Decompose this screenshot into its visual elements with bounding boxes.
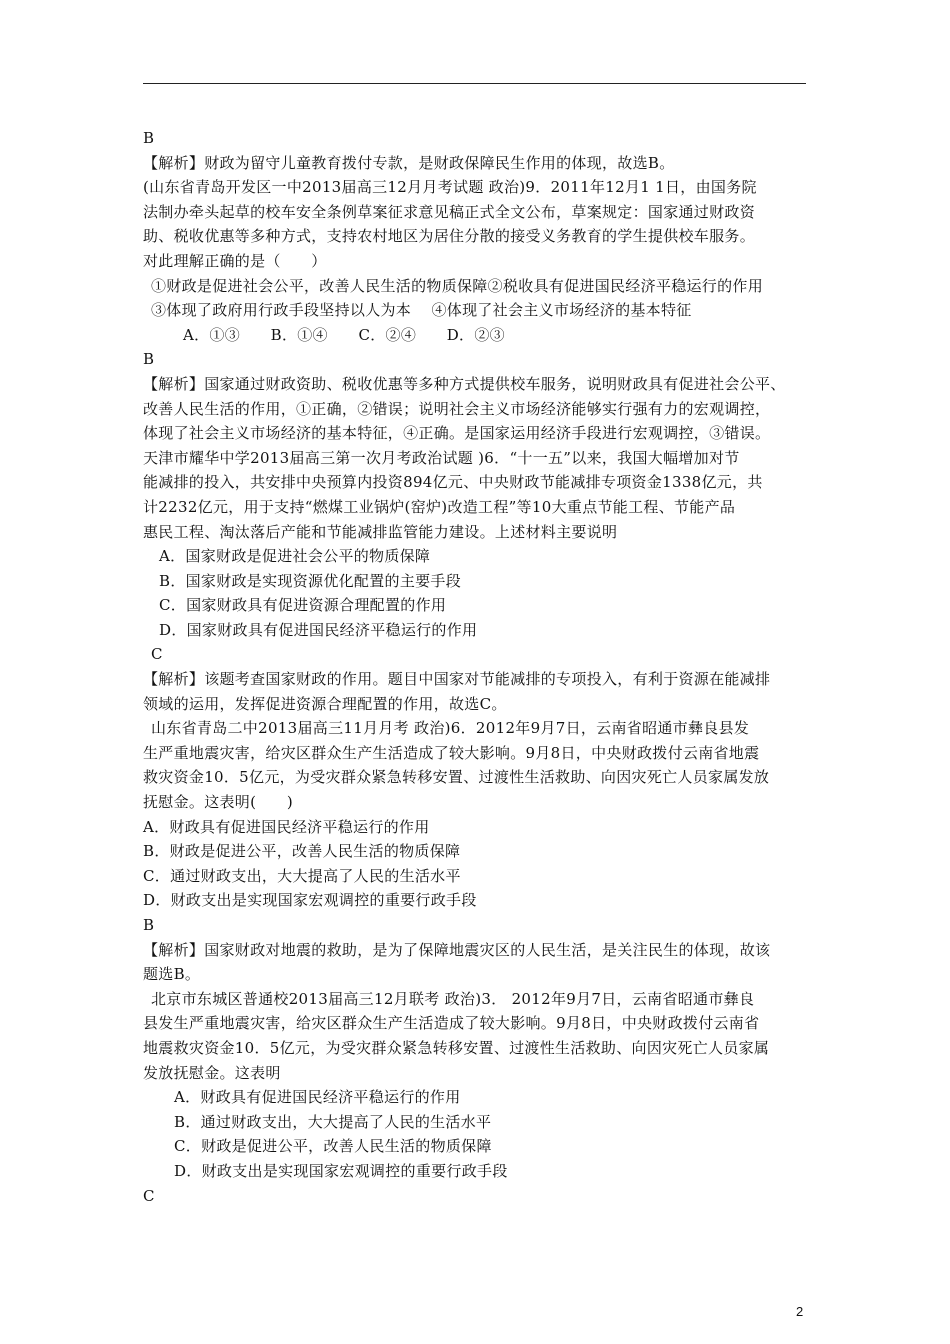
- answer-line: B: [143, 350, 155, 369]
- document-body: [143, 126, 823, 1208]
- question-line: 对此理解正确的是（ ）: [143, 251, 327, 270]
- option-a: A．国家财政是促进社会公平的物质保障: [159, 547, 431, 566]
- question-line: 生严重地震灾害，给灾区群众生产生活造成了较大影响。9月8日，中央财政拨付云南省地震: [143, 743, 760, 762]
- option-a: A．财政具有促进国民经济平稳运行的作用: [143, 817, 430, 836]
- question-line: 惠民工程、淘汰落后产能和节能减排监管能力建设。上述材料主要说明: [143, 522, 618, 541]
- question-line: (山东省青岛开发区一中2013届高三12月月考试题 政治)9．2011年12月1 1日，由国务院: [143, 178, 757, 197]
- answer-line: C: [151, 645, 163, 664]
- option-b: B．通过财政支出，大大提高了人民的生活水平: [174, 1112, 492, 1131]
- question-line: 能减排的投入，共安排中央预算内投资894亿元、中央财政节能减排专项资金1338亿元，共: [143, 473, 763, 492]
- answer-line: B: [143, 129, 155, 147]
- options-line: A．①③ B．①④ C．②④ D．②③: [183, 325, 505, 344]
- analysis-line: 【解析】国家通过财政资助、税收优惠等多种方式提供校车服务，说明财政具有促进社会公平、: [143, 374, 786, 393]
- analysis-line: 改善人民生活的作用，①正确，②错误；说明社会主义市场经济能够实行强有力的宏观调控，: [143, 399, 771, 418]
- option-b: B．财政是促进公平，改善人民生活的物质保障: [143, 842, 461, 861]
- option-c: C．通过财政支出，大大提高了人民的生活水平: [143, 866, 461, 885]
- analysis-line: 【解析】该题考查国家财政的作用。题目中国家对节能减排的专项投入，有利于资源在能减排: [143, 670, 771, 689]
- question-line: 计2232亿元，用于支持“燃煤工业锅炉(窑炉)改造工程”等10大重点节能工程、节能产品: [143, 497, 736, 516]
- question-line: 山东省青岛二中2013届高三11月月考 政治)6．2012年9月7日，云南省昭通市彝良县发: [151, 719, 750, 738]
- question-line: 助、税收优惠等多种方式，支持农村地区为居住分散的接受义务教育的学生提供校车服务。: [143, 227, 756, 246]
- option-b: B．国家财政是实现资源优化配置的主要手段: [159, 571, 462, 590]
- page-number: 2: [796, 1304, 804, 1319]
- analysis-line: 【解析】国家财政对地震的救助，是为了保障地震灾区的人民生活，是关注民生的体现，故该: [143, 940, 771, 959]
- analysis-line: 【解析】财政为留守儿童教育拨付专款，是财政保障民生作用的体现，故选B。: [143, 153, 675, 172]
- statement-line: ①财政是促进社会公平，改善人民生活的物质保障②税收具有促进国民经济平稳运行的作用: [151, 276, 764, 295]
- question-line: 天津市耀华中学2013届高三第一次月考政治试题 )6．“十一五”以来，我国大幅增加对节: [143, 448, 740, 467]
- question-line: 北京市东城区普通校2013届高三12月联考 政治)3． 2012年9月7日，云南省昭通市彝良: [151, 989, 755, 1008]
- option-d: D．财政支出是实现国家宏观调控的重要行政手段: [143, 891, 477, 910]
- question-line: 法制办牵头起草的校车安全条例草案征求意见稿正式全文公布，草案规定：国家通过财政资: [143, 202, 756, 221]
- analysis-line: 体现了社会主义市场经济的基本特征，④正确。是国家运用经济手段进行宏观调控，③错误。: [143, 424, 771, 443]
- option-c: C．财政是促进公平，改善人民生活的物质保障: [174, 1137, 492, 1156]
- header-rule: [143, 83, 806, 84]
- analysis-line: 题选B。: [143, 965, 201, 984]
- answer-line: B: [143, 916, 155, 934]
- question-line: 抚慰金。这表明( ): [143, 793, 294, 812]
- option-d: D．财政支出是实现国家宏观调控的重要行政手段: [174, 1161, 508, 1180]
- option-a: A．财政具有促进国民经济平稳运行的作用: [174, 1088, 461, 1107]
- question-line: 救灾资金10．5亿元，为受灾群众紧急转移安置、过渡性生活救助、向因灾死亡人员家属发放: [143, 768, 770, 787]
- option-c: C．国家财政具有促进资源合理配置的作用: [159, 596, 447, 615]
- question-line: 发放抚慰金。这表明: [143, 1063, 281, 1082]
- question-line: 地震救灾资金10．5亿元，为受灾群众紧急转移安置、过渡性生活救助、向因灾死亡人员家属: [143, 1038, 770, 1057]
- statement-line: ③体现了政府用行政手段坚持以人为本 ④体现了社会主义市场经济的基本特征: [151, 301, 692, 320]
- question-line: 县发生严重地震灾害，给灾区群众生产生活造成了较大影响。9月8日，中央财政拨付云南省: [143, 1014, 760, 1033]
- answer-line: C: [143, 1186, 155, 1205]
- option-d: D．国家财政具有促进国民经济平稳运行的作用: [159, 620, 478, 639]
- analysis-line: 领域的运用，发挥促进资源合理配置的作用，故选C。: [143, 694, 507, 713]
